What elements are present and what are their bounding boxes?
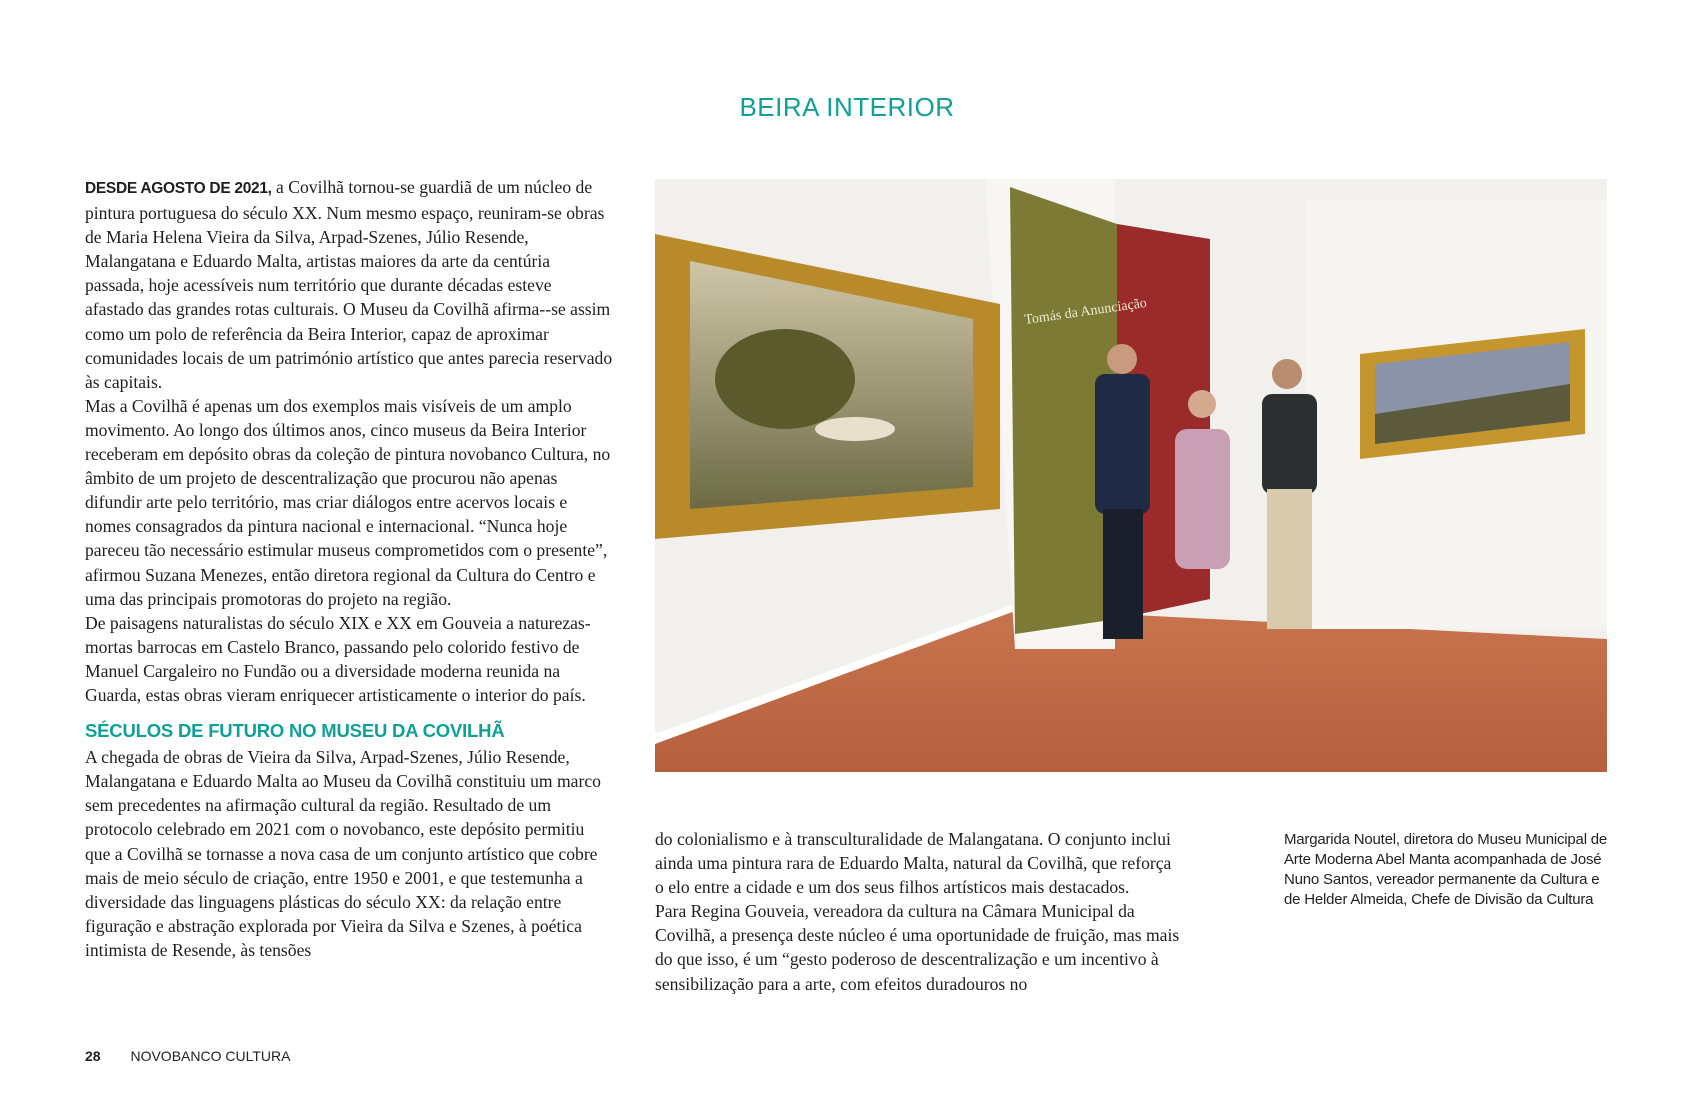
paragraph-6: Para Regina Gouveia, vereadora da cultura na Câmara Municipal da Covilhã, a presença deste núcleo é uma oportunidade de fruição, mas mais do que isso, é um “gesto poderoso de descentralização e um incentivo à sensibilização para a arte, com efeitos duradouros no <box>655 901 1180 994</box>
column-1 <box>85 175 613 962</box>
publication-name: NOVOBANCO CULTURA <box>130 1048 291 1064</box>
page-footer <box>85 1048 290 1064</box>
paragraph-3: De paisagens naturalistas do século XIX e XX em Gouveia a naturezas-mortas barrocas em Castelo Branco, passando pelo colorido festivo de Manuel Cargaleiro no Fundão ou a diversidade moderna reunida na Guarda, estas obras vieram enriquecer artisticamente o interior do país. <box>85 612 591 705</box>
paragraph-2: Mas a Covilhã é apenas um dos exemplos mais visíveis de um amplo movimento. Ao longo dos últimos anos, cinco museus da Beira Interior receberam em depósito obras da coleção de pintura novobanco Cultura, no âmbito de um projeto de descentralização que procurou não apenas difundir arte pelo território, mas criar diálogos entre acervos locais e nomes consagrados da pintura nacional e internacional. “Nunca hoje pareceu tão necessário estimular museus comprometidos com o presente”, afirmou Suzana Menezes, então diretora regional da Cultura do Centro e uma das principais promotoras do projeto na região. <box>85 395 611 609</box>
paragraph-4: A chegada de obras de Vieira da Silva, Arpad-Szenes, Júlio Resende, Malangatana e Eduardo Malta ao Museu da Covilhã constituiu um marco sem precedentes na afirmação cultural da região. Resultado de um protocolo celebrado em 2021 com o novobanco, este depósito permitiu que a Covilhã se tornasse a nova casa de um conjunto artístico que cobre mais de meio século de criação, entre 1950 e 2001, e que testemunha a diversidade das linguagens plásticas do século XX: da relação entre figuração e abstração explorada por Vieira da Silva e Szenes, à poética intimista de Resende, às tensões <box>85 747 601 960</box>
photo-illustration <box>655 179 1607 772</box>
paragraph-1-text: a Covilhã tornou-se guardiã de um núcleo de pintura portuguesa do século XX. Num mesmo espaço, reuniram-se obras de Maria Helena Vieira da Silva, Arpad-Szenes, Júlio Resende, Malangatana e Eduardo Malta, artistas maiores da arte da centúria passada, hoje acessíveis num território que durante décadas esteve afastado das grandes rotas culturais. O Museu da Covilhã afirma--se assim como um polo de referência da Beira Interior, capaz de aproximar comunidades locais de um património artístico que antes parecia reservado às capitais. <box>85 177 613 392</box>
column-2 <box>655 827 1180 996</box>
photo-caption: Margarida Noutel, diretora do Museu Municipal de Arte Moderna Abel Manta acompanhada de José Nuno Santos, vereador permanente da Cultura e de Helder Almeida, Chefe de Divisão da Cultura <box>1284 831 1608 908</box>
section-title: BEIRA INTERIOR <box>739 92 955 122</box>
museum-photo <box>655 179 1607 772</box>
paragraph-5: do colonialismo e à transculturalidade de Malangatana. O conjunto inclui ainda uma pintura rara de Eduardo Malta, natural da Covilhã, que reforça o elo entre a cidade e um dos seus filhos artísticos mais destacados. <box>655 829 1172 898</box>
banner-text: Tomás da Anunciação <box>1023 295 1148 328</box>
subheading: SÉCULOS DE FUTURO NO MUSEU DA COVILHÃ <box>85 720 505 742</box>
lead-in: DESDE AGOSTO DE 2021, <box>85 180 272 197</box>
page-number: 28 <box>85 1048 101 1064</box>
paragraph-1 <box>85 175 613 394</box>
